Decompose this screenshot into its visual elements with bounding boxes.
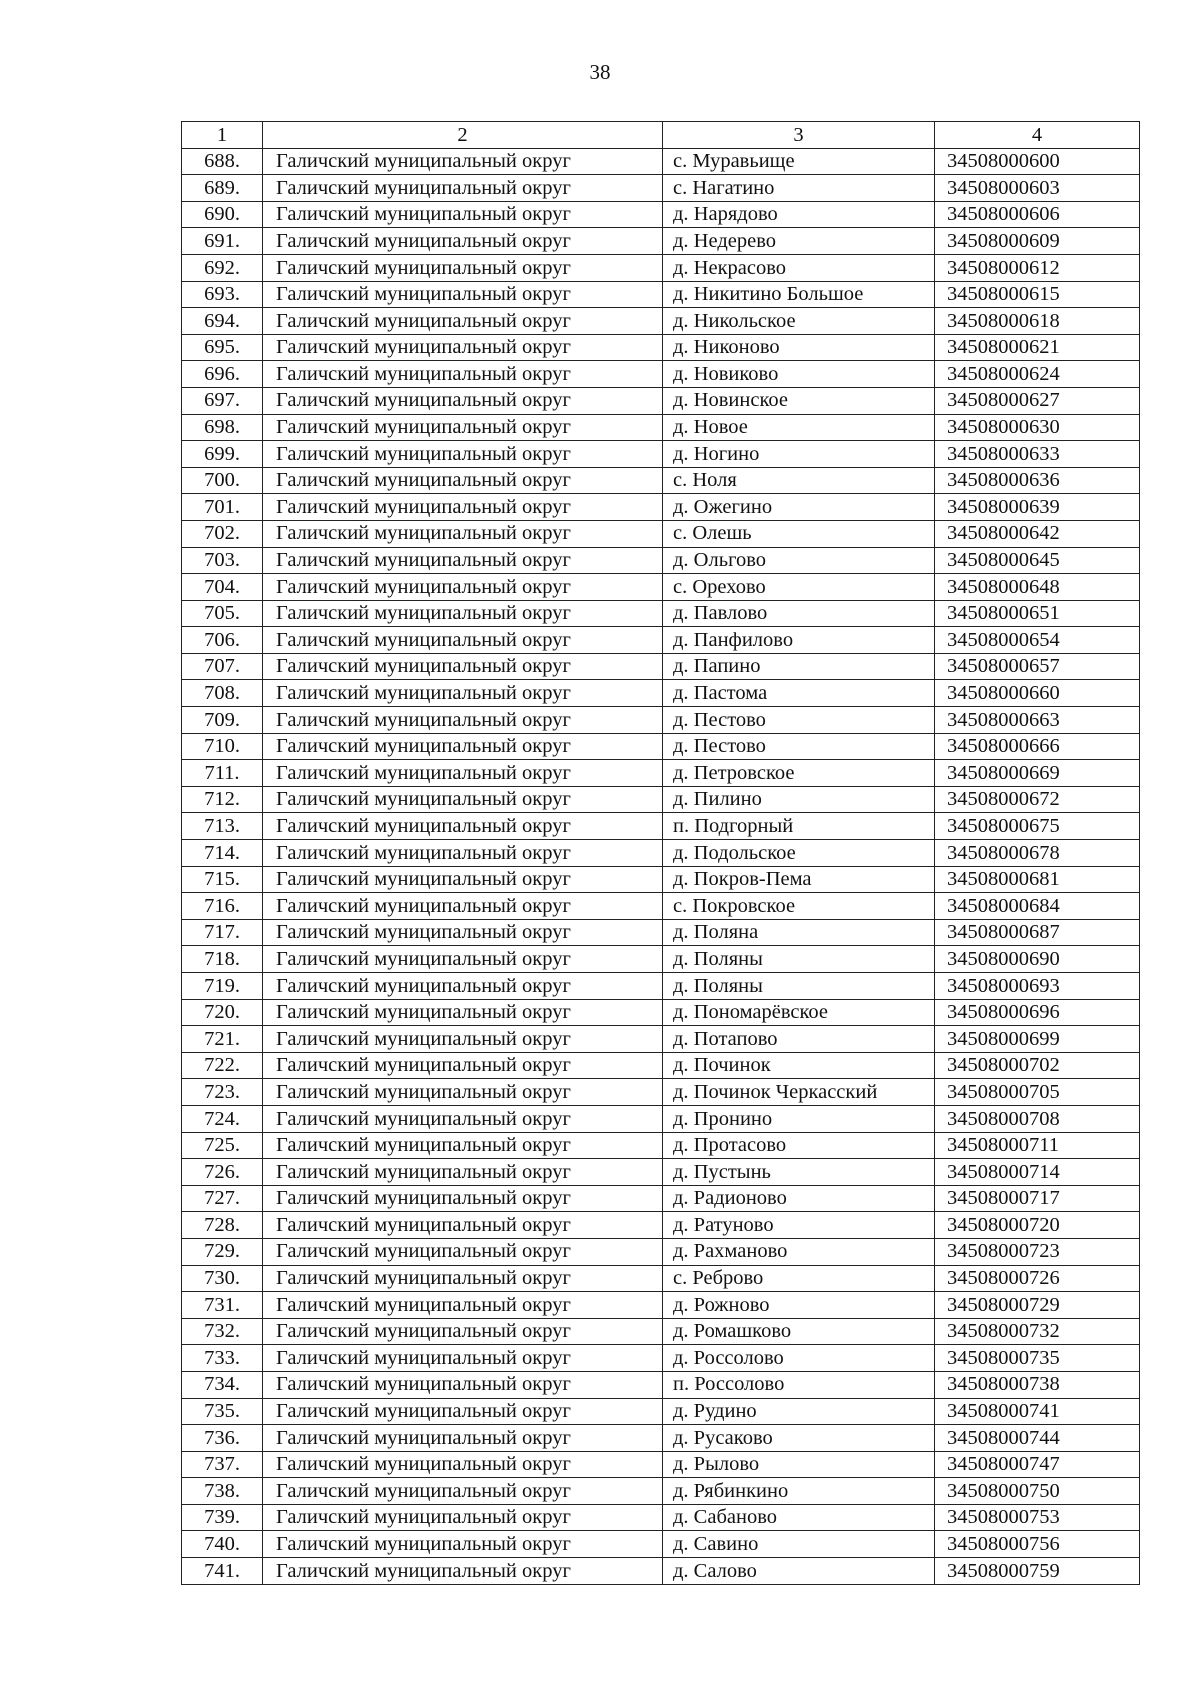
district-cell: Галичский муниципальный округ xyxy=(263,574,663,601)
settlement-cell: д. Нарядово xyxy=(663,201,935,228)
table-row xyxy=(182,707,1140,734)
code-cell: 34508000603 xyxy=(935,175,1140,202)
settlement-cell: д. Сабаново xyxy=(663,1504,935,1531)
settlement-cell: д. Рылово xyxy=(663,1451,935,1478)
settlements-table xyxy=(181,121,1140,1585)
table-row xyxy=(182,175,1140,202)
row-number-cell: 736. xyxy=(182,1425,263,1452)
table-row xyxy=(182,919,1140,946)
table-row xyxy=(182,1504,1140,1531)
table-row xyxy=(182,494,1140,521)
code-cell: 34508000726 xyxy=(935,1265,1140,1292)
table-row xyxy=(182,1052,1140,1079)
table-row xyxy=(182,1292,1140,1319)
table-row xyxy=(182,680,1140,707)
settlement-cell: д. Папино xyxy=(663,653,935,680)
district-cell: Галичский муниципальный округ xyxy=(263,707,663,734)
row-number-cell: 691. xyxy=(182,228,263,255)
table-row xyxy=(182,361,1140,388)
code-cell: 34508000678 xyxy=(935,840,1140,867)
district-cell: Галичский муниципальный округ xyxy=(263,1345,663,1372)
district-cell: Галичский муниципальный округ xyxy=(263,1132,663,1159)
code-cell: 34508000723 xyxy=(935,1238,1140,1265)
code-cell: 34508000753 xyxy=(935,1504,1140,1531)
settlement-cell: с. Реброво xyxy=(663,1265,935,1292)
table-row xyxy=(182,893,1140,920)
row-number-cell: 733. xyxy=(182,1345,263,1372)
code-cell: 34508000708 xyxy=(935,1105,1140,1132)
row-number-cell: 710. xyxy=(182,733,263,760)
settlement-cell: д. Павлово xyxy=(663,600,935,627)
settlement-cell: д. Подольское xyxy=(663,840,935,867)
code-cell: 34508000714 xyxy=(935,1159,1140,1186)
district-cell: Галичский муниципальный округ xyxy=(263,281,663,308)
table-body xyxy=(182,148,1140,1584)
code-cell: 34508000624 xyxy=(935,361,1140,388)
district-cell: Галичский муниципальный округ xyxy=(263,467,663,494)
table-row xyxy=(182,414,1140,441)
district-cell: Галичский муниципальный округ xyxy=(263,1558,663,1585)
district-cell: Галичский муниципальный округ xyxy=(263,1238,663,1265)
column-header-code: 4 xyxy=(935,122,1140,149)
code-cell: 34508000750 xyxy=(935,1478,1140,1505)
code-cell: 34508000735 xyxy=(935,1345,1140,1372)
row-number-cell: 698. xyxy=(182,414,263,441)
district-cell: Галичский муниципальный округ xyxy=(263,1425,663,1452)
settlement-cell: д. Починок xyxy=(663,1052,935,1079)
row-number-cell: 690. xyxy=(182,201,263,228)
table-row xyxy=(182,308,1140,335)
row-number-cell: 697. xyxy=(182,387,263,414)
code-cell: 34508000699 xyxy=(935,1026,1140,1053)
settlement-cell: д. Пастома xyxy=(663,680,935,707)
row-number-cell: 718. xyxy=(182,946,263,973)
district-cell: Галичский муниципальный округ xyxy=(263,1292,663,1319)
code-cell: 34508000687 xyxy=(935,919,1140,946)
district-cell: Галичский муниципальный округ xyxy=(263,441,663,468)
district-cell: Галичский муниципальный округ xyxy=(263,201,663,228)
table-row xyxy=(182,1212,1140,1239)
code-cell: 34508000639 xyxy=(935,494,1140,521)
settlement-cell: с. Муравьище xyxy=(663,148,935,175)
settlement-cell: д. Пронино xyxy=(663,1105,935,1132)
district-cell: Галичский муниципальный округ xyxy=(263,228,663,255)
row-number-cell: 722. xyxy=(182,1052,263,1079)
settlement-cell: с. Покровское xyxy=(663,893,935,920)
code-cell: 34508000696 xyxy=(935,999,1140,1026)
table-row xyxy=(182,1026,1140,1053)
settlement-cell: д. Рахманово xyxy=(663,1238,935,1265)
row-number-cell: 738. xyxy=(182,1478,263,1505)
table-row xyxy=(182,813,1140,840)
header-row xyxy=(182,122,1140,149)
row-number-cell: 688. xyxy=(182,148,263,175)
code-cell: 34508000693 xyxy=(935,973,1140,1000)
page-number: 38 xyxy=(589,60,611,84)
table-row xyxy=(182,1132,1140,1159)
district-cell: Галичский муниципальный округ xyxy=(263,1478,663,1505)
code-cell: 34508000705 xyxy=(935,1079,1140,1106)
table-row xyxy=(182,1345,1140,1372)
code-cell: 34508000630 xyxy=(935,414,1140,441)
row-number-cell: 699. xyxy=(182,441,263,468)
district-cell: Галичский муниципальный округ xyxy=(263,148,663,175)
district-cell: Галичский муниципальный округ xyxy=(263,840,663,867)
code-cell: 34508000738 xyxy=(935,1371,1140,1398)
column-header-settlement: 3 xyxy=(663,122,935,149)
district-cell: Галичский муниципальный округ xyxy=(263,334,663,361)
code-cell: 34508000672 xyxy=(935,786,1140,813)
code-cell: 34508000666 xyxy=(935,733,1140,760)
code-cell: 34508000609 xyxy=(935,228,1140,255)
row-number-cell: 734. xyxy=(182,1371,263,1398)
row-number-cell: 731. xyxy=(182,1292,263,1319)
code-cell: 34508000642 xyxy=(935,520,1140,547)
district-cell: Галичский муниципальный округ xyxy=(263,1159,663,1186)
row-number-cell: 723. xyxy=(182,1079,263,1106)
settlement-cell: д. Рожново xyxy=(663,1292,935,1319)
code-cell: 34508000618 xyxy=(935,308,1140,335)
row-number-cell: 702. xyxy=(182,520,263,547)
settlement-cell: д. Никольское xyxy=(663,308,935,335)
table-row xyxy=(182,733,1140,760)
table-row xyxy=(182,786,1140,813)
district-cell: Галичский муниципальный округ xyxy=(263,1105,663,1132)
table-row xyxy=(182,334,1140,361)
code-cell: 34508000684 xyxy=(935,893,1140,920)
code-cell: 34508000606 xyxy=(935,201,1140,228)
table-row xyxy=(182,653,1140,680)
settlement-cell: д. Салово xyxy=(663,1558,935,1585)
table-row xyxy=(182,387,1140,414)
district-cell: Галичский муниципальный округ xyxy=(263,520,663,547)
district-cell: Галичский муниципальный округ xyxy=(263,760,663,787)
table-header xyxy=(182,122,1140,149)
row-number-cell: 716. xyxy=(182,893,263,920)
district-cell: Галичский муниципальный округ xyxy=(263,414,663,441)
table-row xyxy=(182,1531,1140,1558)
row-number-cell: 707. xyxy=(182,653,263,680)
district-cell: Галичский муниципальный округ xyxy=(263,1212,663,1239)
table-row xyxy=(182,1185,1140,1212)
row-number-cell: 712. xyxy=(182,786,263,813)
settlement-cell: д. Пилино xyxy=(663,786,935,813)
district-cell: Галичский муниципальный округ xyxy=(263,494,663,521)
row-number-cell: 724. xyxy=(182,1105,263,1132)
district-cell: Галичский муниципальный округ xyxy=(263,733,663,760)
row-number-cell: 728. xyxy=(182,1212,263,1239)
code-cell: 34508000756 xyxy=(935,1531,1140,1558)
code-cell: 34508000663 xyxy=(935,707,1140,734)
settlement-cell: д. Новое xyxy=(663,414,935,441)
row-number-cell: 732. xyxy=(182,1318,263,1345)
code-cell: 34508000741 xyxy=(935,1398,1140,1425)
settlement-cell: д. Русаково xyxy=(663,1425,935,1452)
table-row xyxy=(182,760,1140,787)
district-cell: Галичский муниципальный округ xyxy=(263,254,663,281)
district-cell: Галичский муниципальный округ xyxy=(263,973,663,1000)
code-cell: 34508000633 xyxy=(935,441,1140,468)
district-cell: Галичский муниципальный округ xyxy=(263,1265,663,1292)
district-cell: Галичский муниципальный округ xyxy=(263,361,663,388)
code-cell: 34508000627 xyxy=(935,387,1140,414)
table-row xyxy=(182,946,1140,973)
settlement-cell: д. Некрасово xyxy=(663,254,935,281)
table-row xyxy=(182,999,1140,1026)
table-row xyxy=(182,201,1140,228)
district-cell: Галичский муниципальный округ xyxy=(263,1026,663,1053)
settlement-cell: д. Радионово xyxy=(663,1185,935,1212)
row-number-cell: 735. xyxy=(182,1398,263,1425)
code-cell: 34508000747 xyxy=(935,1451,1140,1478)
district-cell: Галичский муниципальный округ xyxy=(263,1398,663,1425)
district-cell: Галичский муниципальный округ xyxy=(263,1371,663,1398)
row-number-cell: 701. xyxy=(182,494,263,521)
row-number-cell: 711. xyxy=(182,760,263,787)
district-cell: Галичский муниципальный округ xyxy=(263,1451,663,1478)
code-cell: 34508000651 xyxy=(935,600,1140,627)
table-row xyxy=(182,1265,1140,1292)
settlement-cell: д. Савино xyxy=(663,1531,935,1558)
district-cell: Галичский муниципальный округ xyxy=(263,600,663,627)
settlement-cell: п. Россолово xyxy=(663,1371,935,1398)
settlement-cell: д. Пустынь xyxy=(663,1159,935,1186)
row-number-cell: 715. xyxy=(182,866,263,893)
table-row xyxy=(182,1318,1140,1345)
table-row xyxy=(182,1425,1140,1452)
code-cell: 34508000612 xyxy=(935,254,1140,281)
code-cell: 34508000729 xyxy=(935,1292,1140,1319)
district-cell: Галичский муниципальный округ xyxy=(263,680,663,707)
row-number-cell: 726. xyxy=(182,1159,263,1186)
table-row xyxy=(182,520,1140,547)
settlement-cell: д. Россолово xyxy=(663,1345,935,1372)
settlement-cell: д. Ожегино xyxy=(663,494,935,521)
settlement-cell: д. Поляны xyxy=(663,946,935,973)
table-row xyxy=(182,228,1140,255)
table-row xyxy=(182,600,1140,627)
row-number-cell: 689. xyxy=(182,175,263,202)
row-number-cell: 739. xyxy=(182,1504,263,1531)
row-number-cell: 721. xyxy=(182,1026,263,1053)
district-cell: Галичский муниципальный округ xyxy=(263,175,663,202)
district-cell: Галичский муниципальный округ xyxy=(263,1052,663,1079)
table-row xyxy=(182,441,1140,468)
district-cell: Галичский муниципальный округ xyxy=(263,1318,663,1345)
row-number-cell: 714. xyxy=(182,840,263,867)
row-number-cell: 705. xyxy=(182,600,263,627)
settlement-cell: д. Новинское xyxy=(663,387,935,414)
code-cell: 34508000660 xyxy=(935,680,1140,707)
district-cell: Галичский муниципальный округ xyxy=(263,387,663,414)
settlement-cell: д. Пономарёвское xyxy=(663,999,935,1026)
code-cell: 34508000648 xyxy=(935,574,1140,601)
table-row xyxy=(182,866,1140,893)
settlement-cell: д. Поляна xyxy=(663,919,935,946)
row-number-cell: 703. xyxy=(182,547,263,574)
table-row xyxy=(182,281,1140,308)
code-cell: 34508000759 xyxy=(935,1558,1140,1585)
row-number-cell: 692. xyxy=(182,254,263,281)
code-cell: 34508000621 xyxy=(935,334,1140,361)
code-cell: 34508000744 xyxy=(935,1425,1140,1452)
settlement-cell: с. Нагатино xyxy=(663,175,935,202)
row-number-cell: 717. xyxy=(182,919,263,946)
settlement-cell: д. Починок Черкасский xyxy=(663,1079,935,1106)
settlement-cell: д. Новиково xyxy=(663,361,935,388)
row-number-cell: 719. xyxy=(182,973,263,1000)
code-cell: 34508000711 xyxy=(935,1132,1140,1159)
settlement-cell: с. Ноля xyxy=(663,467,935,494)
table-row xyxy=(182,574,1140,601)
table-row xyxy=(182,840,1140,867)
column-header-district: 2 xyxy=(263,122,663,149)
settlement-cell: д. Пестово xyxy=(663,707,935,734)
row-number-cell: 694. xyxy=(182,308,263,335)
table-row xyxy=(182,148,1140,175)
district-cell: Галичский муниципальный округ xyxy=(263,893,663,920)
row-number-cell: 704. xyxy=(182,574,263,601)
table-row xyxy=(182,1451,1140,1478)
table-row xyxy=(182,1159,1140,1186)
settlement-cell: д. Ногино xyxy=(663,441,935,468)
code-cell: 34508000717 xyxy=(935,1185,1140,1212)
district-cell: Галичский муниципальный округ xyxy=(263,813,663,840)
district-cell: Галичский муниципальный округ xyxy=(263,1531,663,1558)
settlement-cell: д. Протасово xyxy=(663,1132,935,1159)
row-number-cell: 696. xyxy=(182,361,263,388)
settlement-cell: с. Орехово xyxy=(663,574,935,601)
table-row xyxy=(182,1371,1140,1398)
table-row xyxy=(182,973,1140,1000)
row-number-cell: 740. xyxy=(182,1531,263,1558)
row-number-cell: 700. xyxy=(182,467,263,494)
district-cell: Галичский муниципальный округ xyxy=(263,866,663,893)
row-number-cell: 727. xyxy=(182,1185,263,1212)
row-number-cell: 708. xyxy=(182,680,263,707)
table-row xyxy=(182,1238,1140,1265)
district-cell: Галичский муниципальный округ xyxy=(263,919,663,946)
code-cell: 34508000654 xyxy=(935,627,1140,654)
table-row xyxy=(182,1079,1140,1106)
table-row xyxy=(182,1105,1140,1132)
settlement-cell: д. Рудино xyxy=(663,1398,935,1425)
row-number-cell: 706. xyxy=(182,627,263,654)
settlement-cell: д. Ромашково xyxy=(663,1318,935,1345)
settlement-cell: д. Потапово xyxy=(663,1026,935,1053)
district-cell: Галичский муниципальный округ xyxy=(263,1504,663,1531)
row-number-cell: 695. xyxy=(182,334,263,361)
row-number-cell: 720. xyxy=(182,999,263,1026)
code-cell: 34508000702 xyxy=(935,1052,1140,1079)
settlement-cell: д. Панфилово xyxy=(663,627,935,654)
code-cell: 34508000732 xyxy=(935,1318,1140,1345)
code-cell: 34508000675 xyxy=(935,813,1140,840)
district-cell: Галичский муниципальный округ xyxy=(263,547,663,574)
district-cell: Галичский муниципальный округ xyxy=(263,1079,663,1106)
column-header-number: 1 xyxy=(182,122,263,149)
settlement-cell: д. Никитино Большое xyxy=(663,281,935,308)
code-cell: 34508000720 xyxy=(935,1212,1140,1239)
row-number-cell: 713. xyxy=(182,813,263,840)
settlement-cell: д. Пестово xyxy=(663,733,935,760)
settlement-cell: д. Ольгово xyxy=(663,547,935,574)
row-number-cell: 693. xyxy=(182,281,263,308)
district-cell: Галичский муниципальный округ xyxy=(263,1185,663,1212)
code-cell: 34508000657 xyxy=(935,653,1140,680)
code-cell: 34508000669 xyxy=(935,760,1140,787)
code-cell: 34508000636 xyxy=(935,467,1140,494)
settlement-cell: п. Подгорный xyxy=(663,813,935,840)
table-row xyxy=(182,627,1140,654)
settlement-cell: д. Покров-Пема xyxy=(663,866,935,893)
settlement-cell: д. Петровское xyxy=(663,760,935,787)
code-cell: 34508000690 xyxy=(935,946,1140,973)
code-cell: 34508000681 xyxy=(935,866,1140,893)
table-row xyxy=(182,254,1140,281)
district-cell: Галичский муниципальный округ xyxy=(263,653,663,680)
row-number-cell: 729. xyxy=(182,1238,263,1265)
settlement-cell: д. Недерево xyxy=(663,228,935,255)
district-cell: Галичский муниципальный округ xyxy=(263,946,663,973)
district-cell: Галичский муниципальный округ xyxy=(263,786,663,813)
district-cell: Галичский муниципальный округ xyxy=(263,999,663,1026)
row-number-cell: 737. xyxy=(182,1451,263,1478)
table-row xyxy=(182,1558,1140,1585)
settlement-cell: с. Олешь xyxy=(663,520,935,547)
settlement-cell: д. Рябинкино xyxy=(663,1478,935,1505)
code-cell: 34508000645 xyxy=(935,547,1140,574)
settlement-cell: д. Никоново xyxy=(663,334,935,361)
table-row xyxy=(182,467,1140,494)
code-cell: 34508000615 xyxy=(935,281,1140,308)
code-cell: 34508000600 xyxy=(935,148,1140,175)
settlement-cell: д. Поляны xyxy=(663,973,935,1000)
district-cell: Галичский муниципальный округ xyxy=(263,308,663,335)
row-number-cell: 741. xyxy=(182,1558,263,1585)
table-row xyxy=(182,1398,1140,1425)
row-number-cell: 730. xyxy=(182,1265,263,1292)
table-row xyxy=(182,1478,1140,1505)
district-cell: Галичский муниципальный округ xyxy=(263,627,663,654)
settlement-cell: д. Ратуново xyxy=(663,1212,935,1239)
row-number-cell: 725. xyxy=(182,1132,263,1159)
table-row xyxy=(182,547,1140,574)
row-number-cell: 709. xyxy=(182,707,263,734)
